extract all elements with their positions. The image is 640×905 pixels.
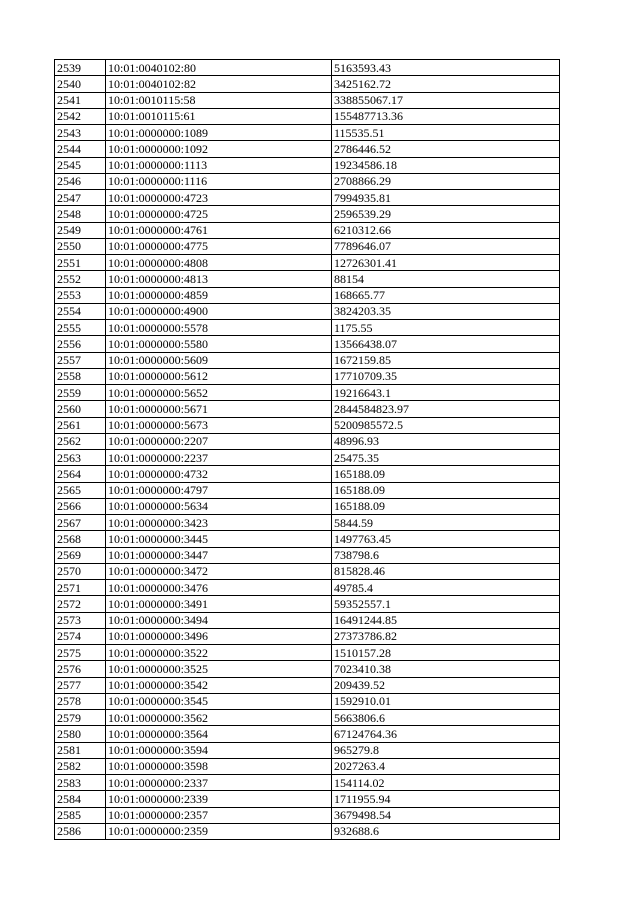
table-row — [55, 645, 560, 661]
cadastral-number-cell: 10:01:0000000:5673 — [106, 417, 332, 433]
cadastral-number-cell: 10:01:0000000:3594 — [106, 742, 332, 758]
table-row — [55, 807, 560, 823]
row-number-cell: 2545 — [55, 157, 106, 173]
table-row — [55, 108, 560, 124]
value-cell: 932688.6 — [332, 823, 560, 839]
cadastral-number-cell: 10:01:0000000:3522 — [106, 645, 332, 661]
table-row — [55, 141, 560, 157]
row-number-cell: 2546 — [55, 173, 106, 189]
value-cell: 5663806.6 — [332, 710, 560, 726]
cadastral-number-cell: 10:01:0000000:4797 — [106, 482, 332, 498]
table-row — [55, 190, 560, 206]
value-cell: 965279.8 — [332, 742, 560, 758]
value-cell: 155487713.36 — [332, 108, 560, 124]
value-cell: 2844584823.97 — [332, 401, 560, 417]
value-cell: 1711955.94 — [332, 791, 560, 807]
table-row — [55, 173, 560, 189]
table-row — [55, 206, 560, 222]
row-number-cell: 2568 — [55, 531, 106, 547]
value-cell: 338855067.17 — [332, 92, 560, 108]
row-number-cell: 2551 — [55, 255, 106, 271]
row-number-cell: 2572 — [55, 596, 106, 612]
row-number-cell: 2548 — [55, 206, 106, 222]
row-number-cell: 2575 — [55, 645, 106, 661]
value-cell: 6210312.66 — [332, 222, 560, 238]
table-row — [55, 385, 560, 401]
cadastral-number-cell: 10:01:0010115:61 — [106, 108, 332, 124]
value-cell: 13566438.07 — [332, 336, 560, 352]
row-number-cell: 2583 — [55, 775, 106, 791]
value-cell: 1497763.45 — [332, 531, 560, 547]
table-row — [55, 677, 560, 693]
row-number-cell: 2559 — [55, 385, 106, 401]
cadastral-number-cell: 10:01:0000000:5609 — [106, 352, 332, 368]
cadastral-number-cell: 10:01:0000000:3525 — [106, 661, 332, 677]
table-row — [55, 661, 560, 677]
row-number-cell: 2560 — [55, 401, 106, 417]
cadastral-number-cell: 10:01:0000000:4900 — [106, 303, 332, 319]
table-row — [55, 466, 560, 482]
table-row — [55, 60, 560, 76]
row-number-cell: 2584 — [55, 791, 106, 807]
value-cell: 88154 — [332, 271, 560, 287]
value-cell: 209439.52 — [332, 677, 560, 693]
table-row — [55, 157, 560, 173]
table-row — [55, 515, 560, 531]
cadastral-number-cell: 10:01:0000000:5578 — [106, 320, 332, 336]
cadastral-number-cell: 10:01:0000000:3472 — [106, 563, 332, 579]
row-number-cell: 2554 — [55, 303, 106, 319]
value-cell: 1592910.01 — [332, 693, 560, 709]
row-number-cell: 2567 — [55, 515, 106, 531]
value-cell: 16491244.85 — [332, 612, 560, 628]
value-cell: 2027263.4 — [332, 758, 560, 774]
table-body — [55, 60, 560, 840]
value-cell: 19234586.18 — [332, 157, 560, 173]
table-row — [55, 92, 560, 108]
cadastral-number-cell: 10:01:0000000:3496 — [106, 628, 332, 644]
row-number-cell: 2580 — [55, 726, 106, 742]
value-cell: 19216643.1 — [332, 385, 560, 401]
cadastral-number-cell: 10:01:0000000:4775 — [106, 238, 332, 254]
table-row — [55, 726, 560, 742]
row-number-cell: 2543 — [55, 125, 106, 141]
table-row — [55, 758, 560, 774]
cadastral-number-cell: 10:01:0000000:1113 — [106, 157, 332, 173]
value-cell: 1672159.85 — [332, 352, 560, 368]
cadastral-number-cell: 10:01:0000000:3564 — [106, 726, 332, 742]
table-row — [55, 775, 560, 791]
row-number-cell: 2571 — [55, 580, 106, 596]
table-row — [55, 76, 560, 92]
row-number-cell: 2566 — [55, 498, 106, 514]
table-row — [55, 238, 560, 254]
table-row — [55, 612, 560, 628]
table-row — [55, 320, 560, 336]
table-row — [55, 303, 560, 319]
cadastral-number-cell: 10:01:0000000:3545 — [106, 693, 332, 709]
row-number-cell: 2579 — [55, 710, 106, 726]
table-row — [55, 580, 560, 596]
cadastral-number-cell: 10:01:0000000:4859 — [106, 287, 332, 303]
table-row — [55, 401, 560, 417]
row-number-cell: 2569 — [55, 547, 106, 563]
row-number-cell: 2578 — [55, 693, 106, 709]
value-cell: 1175.55 — [332, 320, 560, 336]
cadastral-number-cell: 10:01:0000000:4725 — [106, 206, 332, 222]
value-cell: 2708866.29 — [332, 173, 560, 189]
row-number-cell: 2573 — [55, 612, 106, 628]
table-row — [55, 433, 560, 449]
value-cell: 115535.51 — [332, 125, 560, 141]
row-number-cell: 2549 — [55, 222, 106, 238]
table-row — [55, 547, 560, 563]
table-row — [55, 417, 560, 433]
cadastral-number-cell: 10:01:0000000:2357 — [106, 807, 332, 823]
cadastral-number-cell: 10:01:0000000:2359 — [106, 823, 332, 839]
value-cell: 3425162.72 — [332, 76, 560, 92]
row-number-cell: 2542 — [55, 108, 106, 124]
row-number-cell: 2539 — [55, 60, 106, 76]
cadastral-number-cell: 10:01:0000000:3598 — [106, 758, 332, 774]
table-row — [55, 823, 560, 839]
cadastral-number-cell: 10:01:0000000:2339 — [106, 791, 332, 807]
value-cell: 5163593.43 — [332, 60, 560, 76]
value-cell: 48996.93 — [332, 433, 560, 449]
row-number-cell: 2586 — [55, 823, 106, 839]
row-number-cell: 2541 — [55, 92, 106, 108]
cadastral-number-cell: 10:01:0000000:4732 — [106, 466, 332, 482]
row-number-cell: 2561 — [55, 417, 106, 433]
value-cell: 7023410.38 — [332, 661, 560, 677]
cadastral-number-cell: 10:01:0010115:58 — [106, 92, 332, 108]
row-number-cell: 2576 — [55, 661, 106, 677]
value-cell: 3679498.54 — [332, 807, 560, 823]
table-row — [55, 271, 560, 287]
value-cell: 165188.09 — [332, 466, 560, 482]
cadastral-number-cell: 10:01:0000000:3476 — [106, 580, 332, 596]
row-number-cell: 2565 — [55, 482, 106, 498]
value-cell: 7789646.07 — [332, 238, 560, 254]
cadastral-number-cell: 10:01:0040102:82 — [106, 76, 332, 92]
cadastral-number-cell: 10:01:0000000:4761 — [106, 222, 332, 238]
table-row — [55, 498, 560, 514]
value-cell: 738798.6 — [332, 547, 560, 563]
table-row — [55, 693, 560, 709]
row-number-cell: 2547 — [55, 190, 106, 206]
row-number-cell: 2558 — [55, 368, 106, 384]
table-row — [55, 352, 560, 368]
row-number-cell: 2550 — [55, 238, 106, 254]
cadastral-number-cell: 10:01:0000000:5671 — [106, 401, 332, 417]
value-cell: 49785.4 — [332, 580, 560, 596]
value-cell: 12726301.41 — [332, 255, 560, 271]
value-cell: 165188.09 — [332, 498, 560, 514]
cadastral-number-cell: 10:01:0000000:4813 — [106, 271, 332, 287]
cadastral-number-cell: 10:01:0000000:5612 — [106, 368, 332, 384]
row-number-cell: 2557 — [55, 352, 106, 368]
value-cell: 27373786.82 — [332, 628, 560, 644]
table-row — [55, 255, 560, 271]
cadastral-number-cell: 10:01:0000000:3491 — [106, 596, 332, 612]
table-row — [55, 482, 560, 498]
row-number-cell: 2563 — [55, 450, 106, 466]
cadastral-value-table — [54, 59, 560, 840]
cadastral-number-cell: 10:01:0000000:4723 — [106, 190, 332, 206]
table-row — [55, 563, 560, 579]
table-row — [55, 336, 560, 352]
cadastral-number-cell: 10:01:0000000:2337 — [106, 775, 332, 791]
cadastral-number-cell: 10:01:0000000:5652 — [106, 385, 332, 401]
value-cell: 2596539.29 — [332, 206, 560, 222]
row-number-cell: 2564 — [55, 466, 106, 482]
value-cell: 2786446.52 — [332, 141, 560, 157]
cadastral-number-cell: 10:01:0000000:3494 — [106, 612, 332, 628]
value-cell: 17710709.35 — [332, 368, 560, 384]
value-cell: 168665.77 — [332, 287, 560, 303]
cadastral-number-cell: 10:01:0000000:1116 — [106, 173, 332, 189]
cadastral-number-cell: 10:01:0040102:80 — [106, 60, 332, 76]
row-number-cell: 2577 — [55, 677, 106, 693]
cadastral-number-cell: 10:01:0000000:3562 — [106, 710, 332, 726]
value-cell: 67124764.36 — [332, 726, 560, 742]
table-row — [55, 450, 560, 466]
cadastral-number-cell: 10:01:0000000:3423 — [106, 515, 332, 531]
table-row — [55, 222, 560, 238]
value-cell: 1510157.28 — [332, 645, 560, 661]
table-row — [55, 368, 560, 384]
table-row — [55, 742, 560, 758]
row-number-cell: 2555 — [55, 320, 106, 336]
value-cell: 25475.35 — [332, 450, 560, 466]
cadastral-number-cell: 10:01:0000000:2207 — [106, 433, 332, 449]
cadastral-number-cell: 10:01:0000000:3447 — [106, 547, 332, 563]
value-cell: 154114.02 — [332, 775, 560, 791]
value-cell: 3824203.35 — [332, 303, 560, 319]
row-number-cell: 2562 — [55, 433, 106, 449]
row-number-cell: 2585 — [55, 807, 106, 823]
cadastral-number-cell: 10:01:0000000:3542 — [106, 677, 332, 693]
value-cell: 5200985572.5 — [332, 417, 560, 433]
cadastral-number-cell: 10:01:0000000:5634 — [106, 498, 332, 514]
row-number-cell: 2581 — [55, 742, 106, 758]
cadastral-number-cell: 10:01:0000000:2237 — [106, 450, 332, 466]
value-cell: 815828.46 — [332, 563, 560, 579]
row-number-cell: 2552 — [55, 271, 106, 287]
value-cell: 165188.09 — [332, 482, 560, 498]
cadastral-number-cell: 10:01:0000000:1092 — [106, 141, 332, 157]
table-row — [55, 628, 560, 644]
table-row — [55, 125, 560, 141]
value-cell: 5844.59 — [332, 515, 560, 531]
cadastral-number-cell: 10:01:0000000:1089 — [106, 125, 332, 141]
cadastral-number-cell: 10:01:0000000:4808 — [106, 255, 332, 271]
row-number-cell: 2570 — [55, 563, 106, 579]
row-number-cell: 2544 — [55, 141, 106, 157]
row-number-cell: 2553 — [55, 287, 106, 303]
row-number-cell: 2582 — [55, 758, 106, 774]
value-cell: 7994935.81 — [332, 190, 560, 206]
cadastral-number-cell: 10:01:0000000:5580 — [106, 336, 332, 352]
value-cell: 59352557.1 — [332, 596, 560, 612]
table-row — [55, 287, 560, 303]
table-row — [55, 531, 560, 547]
table-row — [55, 710, 560, 726]
row-number-cell: 2540 — [55, 76, 106, 92]
row-number-cell: 2574 — [55, 628, 106, 644]
table-row — [55, 596, 560, 612]
row-number-cell: 2556 — [55, 336, 106, 352]
cadastral-number-cell: 10:01:0000000:3445 — [106, 531, 332, 547]
table-row — [55, 791, 560, 807]
